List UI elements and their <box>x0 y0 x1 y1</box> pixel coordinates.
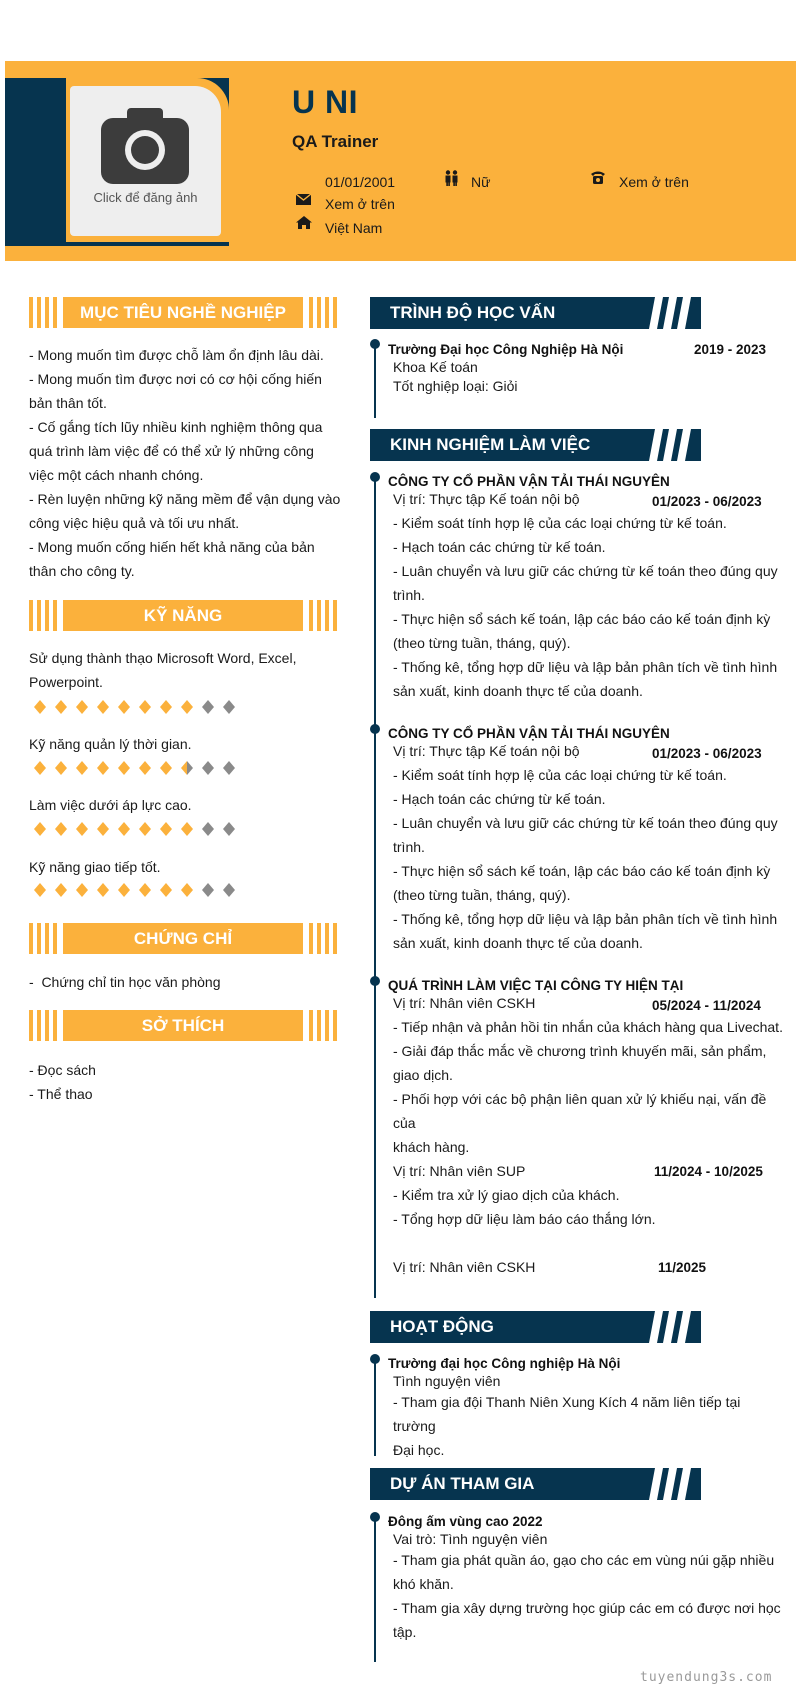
rating-diamond-icon <box>75 700 89 714</box>
hobbies-title: SỞ THÍCH <box>63 1010 303 1041</box>
job-line: - Tiếp nhận và phản hồi tin nhắn của khách hàng qua Livechat. <box>393 1019 783 1035</box>
candidate-name: U NI <box>292 84 358 120</box>
education-title: TRÌNH ĐỘ HỌC VẤN <box>390 303 556 322</box>
skill-name-line: Kỹ năng quản lý thời gian. <box>29 736 192 752</box>
certificates-heading <box>29 923 337 954</box>
rating-diamond-icon <box>54 700 68 714</box>
rating-diamond-icon <box>138 883 152 897</box>
hobby-line: - Đọc sách <box>29 1062 96 1078</box>
rating-diamond-icon <box>54 822 68 836</box>
job-line: - Hạch toán các chứng từ kế toán. <box>393 791 606 807</box>
rating-diamond-icon <box>159 700 173 714</box>
rating-diamond-icon <box>75 883 89 897</box>
objective-line: quá trình làm việc để có thể xử lý những công <box>29 443 314 459</box>
job-line: - Kiểm soát tính hợp lệ của các loại chứng từ kế toán. <box>393 767 727 783</box>
photo-upload[interactable] <box>70 86 221 236</box>
rating-diamond-icon <box>96 822 110 836</box>
skill-rating <box>33 822 243 836</box>
skill-name-line: Kỹ năng giao tiếp tốt. <box>29 859 161 875</box>
project-name: Đông ấm vùng cao 2022 <box>388 1514 543 1529</box>
rating-diamond-icon <box>222 761 236 775</box>
job-line: - Hạch toán các chứng từ kế toán. <box>393 539 606 555</box>
objective-line: - Mong muốn tìm được chỗ làm ổn định lâu dài. <box>29 347 324 363</box>
job-line: sản xuất, kinh doanh thực tế của doanh. <box>393 935 643 951</box>
job-line: - Luân chuyển và lưu giữ các chứng từ kế toán theo đúng quy <box>393 563 778 579</box>
watermark: tuyendung3s.com <box>640 1670 773 1685</box>
skill-name <box>29 732 341 756</box>
education-faculty: Khoa Kế toán <box>393 359 478 375</box>
job-line: - Thống kê, tổng hợp dữ liệu và lập bản phân tích về tình hình <box>393 659 778 675</box>
objective-line: - Mong muốn cống hiến hết khả năng của bản <box>29 539 315 555</box>
projects-heading <box>370 1468 701 1500</box>
photo-caption: Click để đăng ảnh <box>93 190 198 205</box>
rating-diamond-icon <box>222 700 236 714</box>
rating-diamond-icon <box>159 822 173 836</box>
objective-line: - Mong muốn tìm được nơi có cơ hội cống hiến <box>29 371 322 387</box>
education-grade: Tốt nghiệp loại: Giỏi <box>393 378 518 394</box>
job-line: giao dịch. <box>393 1067 453 1083</box>
job-line: (theo từng tuần, tháng, quý). <box>393 887 571 903</box>
rating-diamond-icon <box>117 822 131 836</box>
hobby-line: - Thể thao <box>29 1086 93 1102</box>
job-line: - Phối hợp với các bộ phận liên quan xử lý khiếu nại, vấn đề của <box>393 1091 767 1131</box>
experience-heading <box>370 429 701 461</box>
project-line: - Tham gia xây dựng trường học giúp các em có được nơi học <box>393 1600 781 1616</box>
rating-diamond-icon <box>201 822 215 836</box>
job-period: 01/2023 - 06/2023 <box>652 746 762 761</box>
project-description <box>393 1548 785 1644</box>
objective-line: thân cho công ty. <box>29 563 135 579</box>
timeline-line <box>374 478 376 1298</box>
experience-title: KINH NGHIỆM LÀM VIỆC <box>390 435 591 454</box>
job-line: khách hàng. <box>393 1139 470 1155</box>
education-heading <box>370 297 701 329</box>
slash-decoration <box>645 297 701 329</box>
rating-diamond-icon <box>180 761 194 775</box>
projects-title: DỰ ÁN THAM GIA <box>390 1474 535 1493</box>
birthday-value: 01/01/2001 <box>325 174 396 190</box>
people-icon <box>444 170 459 186</box>
certificates-text <box>29 970 341 994</box>
objective-line: - Rèn luyện những kỹ năng mềm để vận dụng vào <box>29 491 341 507</box>
objective-line: - Cố gắng tích lũy nhiều kinh nghiệm thông qua <box>29 419 323 435</box>
stripes-decoration <box>29 297 59 328</box>
rating-diamond-icon <box>54 761 68 775</box>
rating-diamond-icon <box>201 883 215 897</box>
rating-diamond-icon <box>180 883 194 897</box>
address-row <box>296 216 382 236</box>
objective-heading <box>29 297 337 328</box>
gender-row <box>444 170 490 190</box>
job-line: - Thực hiện sổ sách kế toán, lập các báo cáo kế toán định kỳ <box>393 863 771 879</box>
rating-diamond-icon <box>138 761 152 775</box>
timeline-line <box>374 344 376 418</box>
stripes-decoration <box>307 600 337 631</box>
slash-decoration <box>645 1311 701 1343</box>
activity-description <box>393 1390 785 1462</box>
objective-line: bản thân tốt. <box>29 395 107 411</box>
job-period: 11/2025 <box>658 1260 707 1275</box>
address-value: Việt Nam <box>325 220 383 236</box>
timeline-dot <box>370 472 380 482</box>
job-position: Vị trí: Thực tập Kế toán nội bộ <box>393 491 580 507</box>
rating-diamond-icon <box>75 761 89 775</box>
rating-diamond-icon <box>201 700 215 714</box>
rating-diamond-icon <box>33 883 47 897</box>
job-position: Vị trí: Thực tập Kế toán nội bộ <box>393 743 580 759</box>
rating-diamond-icon <box>117 883 131 897</box>
job-description <box>393 763 785 955</box>
project-line: khó khăn. <box>393 1576 454 1592</box>
slash-decoration <box>645 429 701 461</box>
phone-icon <box>590 170 606 185</box>
rating-diamond-icon <box>117 700 131 714</box>
project-line: tập. <box>393 1624 417 1640</box>
job-period: 01/2023 - 06/2023 <box>652 494 762 509</box>
rating-diamond-icon <box>96 700 110 714</box>
activities-title: HOẠT ĐỘNG <box>390 1317 494 1336</box>
skill-name-line: Làm việc dưới áp lực cao. <box>29 797 192 813</box>
job-position: Vị trí: Nhân viên CSKH <box>393 1259 536 1275</box>
job-company: CÔNG TY CỔ PHẦN VẬN TẢI THÁI NGUYÊN <box>388 474 670 489</box>
timeline-dot <box>370 339 380 349</box>
hobbies-heading <box>29 1010 337 1041</box>
rating-diamond-icon <box>96 883 110 897</box>
rating-diamond-icon <box>138 822 152 836</box>
email-row <box>296 194 395 212</box>
candidate-role: QA Trainer <box>292 132 379 151</box>
rating-diamond-icon <box>75 822 89 836</box>
camera-icon <box>101 108 189 184</box>
job-description <box>393 1183 785 1231</box>
rating-diamond-icon <box>159 883 173 897</box>
education-school: Trường Đại học Công Nghiệp Hà Nội <box>388 342 624 357</box>
stripes-decoration <box>29 600 59 631</box>
rating-diamond-icon <box>33 700 47 714</box>
activity-line: - Tham gia đội Thanh Niên Xung Kích 4 năm liên tiếp tại trường <box>393 1394 741 1434</box>
rating-diamond-icon <box>33 822 47 836</box>
gender-value: Nữ <box>471 174 491 190</box>
timeline-dot <box>370 724 380 734</box>
stripes-decoration <box>307 1010 337 1041</box>
job-company: CÔNG TY CỔ PHẦN VẬN TẢI THÁI NGUYÊN <box>388 726 670 741</box>
slash-decoration <box>645 1468 701 1500</box>
job-description <box>393 511 785 703</box>
stripes-decoration <box>307 923 337 954</box>
job-line: trình. <box>393 587 425 603</box>
skills-title: KỸ NĂNG <box>63 600 303 631</box>
job-line: - Giải đáp thắc mắc về chương trình khuyến mãi, sản phẩm, <box>393 1043 767 1059</box>
education-period: 2019 - 2023 <box>694 342 767 357</box>
rating-diamond-icon <box>201 761 215 775</box>
job-line: (theo từng tuần, tháng, quý). <box>393 635 571 651</box>
email-value: Xem ở trên <box>325 196 395 212</box>
job-line: trình. <box>393 839 425 855</box>
project-line: - Tham gia phát quần áo, gạo cho các em vùng núi gặp nhiều <box>393 1552 775 1568</box>
stripes-decoration <box>29 923 59 954</box>
objective-title: MỤC TIÊU NGHỀ NGHIỆP <box>63 297 303 328</box>
skill-name <box>29 646 341 694</box>
activity-role: Tình nguyện viên <box>393 1373 501 1389</box>
phone-row <box>590 170 689 190</box>
objective-line: việc một cách nhanh chóng. <box>29 467 204 483</box>
certificate-line: - Chứng chỉ tin học văn phòng <box>29 974 221 990</box>
job-position: Vị trí: Nhân viên SUP <box>393 1163 526 1179</box>
activity-org: Trường đại học Công nghiệp Hà Nội <box>388 1356 621 1371</box>
job-line: - Thống kê, tổng hợp dữ liệu và lập bản phân tích về tình hình <box>393 911 778 927</box>
objective-line: công việc hiệu quả và tối ưu nhất. <box>29 515 240 531</box>
hobbies-text <box>29 1058 341 1106</box>
mail-icon <box>296 194 311 205</box>
activities-heading <box>370 1311 701 1343</box>
rating-diamond-icon <box>159 761 173 775</box>
skill-name-line: Powerpoint. <box>29 674 103 690</box>
rating-diamond-icon <box>222 822 236 836</box>
rating-diamond-icon <box>117 761 131 775</box>
skills-heading <box>29 600 337 631</box>
stripes-decoration <box>29 1010 59 1041</box>
job-position: Vị trí: Nhân viên CSKH <box>393 995 536 1011</box>
certificates-title: CHỨNG CHỈ <box>63 923 303 954</box>
job-line: - Tổng hợp dữ liệu làm báo cáo thắng lớn. <box>393 1211 656 1227</box>
job-period: 11/2024 - 10/2025 <box>654 1164 763 1179</box>
skill-name-line: Sử dụng thành thạo Microsoft Word, Excel, <box>29 650 297 666</box>
job-line: - Kiểm soát tính hợp lệ của các loại chứng từ kế toán. <box>393 515 727 531</box>
job-period: 05/2024 - 11/2024 <box>652 998 761 1013</box>
job-description <box>393 1015 785 1159</box>
rating-diamond-icon <box>33 761 47 775</box>
timeline-line <box>374 1518 376 1662</box>
timeline-dot <box>370 976 380 986</box>
skill-name <box>29 793 341 817</box>
skill-name <box>29 855 341 879</box>
job-line: - Thực hiện sổ sách kế toán, lập các báo cáo kế toán định kỳ <box>393 611 771 627</box>
objective-text <box>29 343 341 583</box>
activity-line: Đại học. <box>393 1442 445 1458</box>
birthday-row <box>296 174 395 190</box>
phone-value: Xem ở trên <box>619 174 689 190</box>
skill-rating <box>33 700 243 714</box>
timeline-line <box>374 1360 376 1456</box>
job-line: - Luân chuyển và lưu giữ các chứng từ kế toán theo đúng quy <box>393 815 778 831</box>
skill-rating <box>33 883 243 897</box>
rating-diamond-icon <box>138 700 152 714</box>
job-company: QUÁ TRÌNH LÀM VIỆC TẠI CÔNG TY HIỆN TẠI <box>388 978 684 993</box>
home-icon <box>296 216 312 229</box>
skill-rating <box>33 761 243 775</box>
stripes-decoration <box>307 297 337 328</box>
job-line: sản xuất, kinh doanh thực tế của doanh. <box>393 683 643 699</box>
rating-diamond-icon <box>180 700 194 714</box>
timeline-dot <box>370 1512 380 1522</box>
rating-diamond-icon <box>54 883 68 897</box>
rating-diamond-icon <box>96 761 110 775</box>
job-line: - Kiểm tra xử lý giao dịch của khách. <box>393 1187 620 1203</box>
rating-diamond-icon <box>222 883 236 897</box>
timeline-dot <box>370 1354 380 1364</box>
project-role: Vai trò: Tình nguyện viên <box>393 1531 548 1547</box>
rating-diamond-icon <box>180 822 194 836</box>
